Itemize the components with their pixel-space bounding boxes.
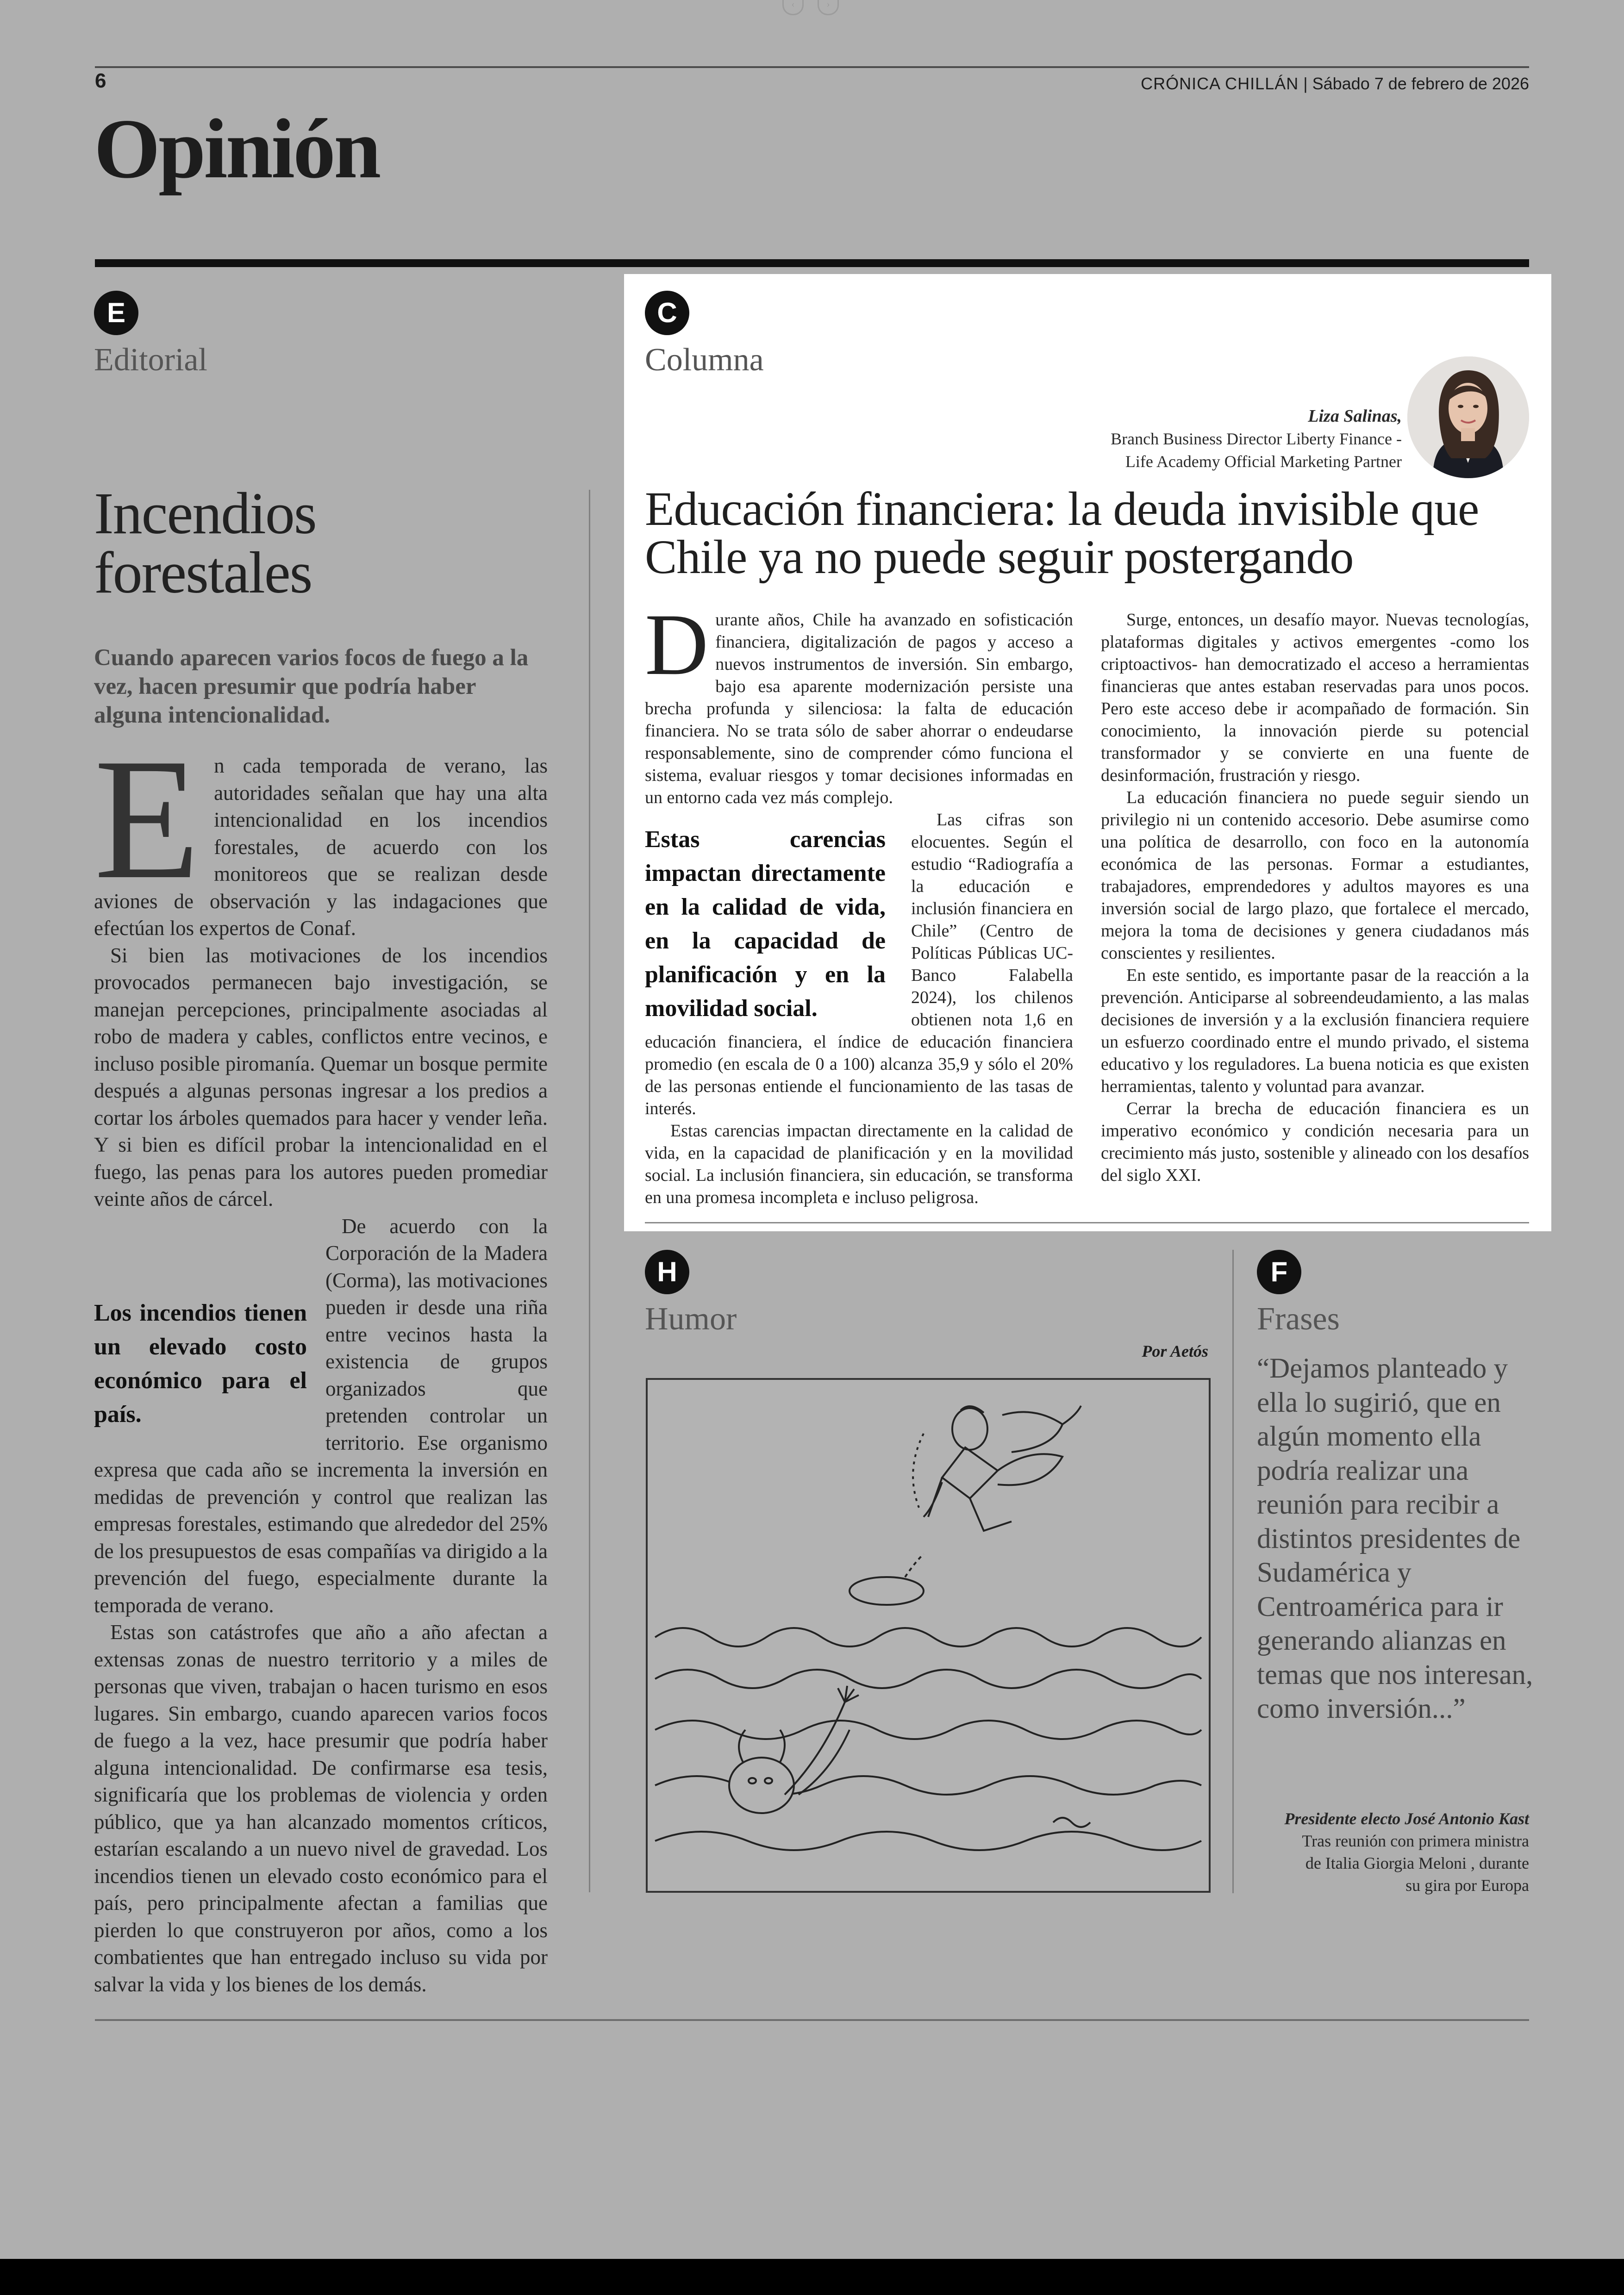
author-role: Life Academy Official Marketing Partner bbox=[1125, 452, 1402, 471]
quote-attribution bbox=[1284, 1808, 1529, 1896]
column-paragraph: En este sentido, es importante pasar de la reacción a la prevención. Anticiparse al sobreendeudamiento, a las malas decisiones de inversión y a la exclusión financiera requiere un esfuerzo coordinado entre el mundo privado, el sistema educativo y los reguladores. La buena noticia es que existen herramientas, talento y voluntad para avanzar. bbox=[1101, 966, 1529, 1096]
column-paragraph: Durante años, Chile ha avanzado en sofisticación financiera, digitalización de pagos y acceso a nuevos instrumentos de inversión. Sin embargo, bajo esa aparente modernización persiste una brecha profunda y silenciosa: la falta de educación financiera. No se trata sólo de saber ahorrar o endeudarse responsablemente, sino de comprender cómo funciona el sistema, evaluar riesgos y tomar decisiones informadas en un entorno cada vez más complejo. bbox=[645, 596, 1073, 807]
editorial-dropcap: E bbox=[94, 723, 200, 915]
author-name: Liza Salinas, bbox=[1308, 406, 1402, 426]
page-number: 6 bbox=[95, 69, 106, 92]
editorial-badge: E bbox=[94, 291, 138, 335]
column-paragraph: Surge, entonces, un desafío mayor. Nuevas tecnologías, plataformas digitales y activos emergentes -como los criptoactivos- han democratizado el acceso a herramientas financieras que antes estaban reservadas para unos pocos. Pero este acceso debe ir acompañado de formación. Sin conocimiento, la innovación pierde su potencial transformador y se convierte en una fuente de desinformación, frustración y riesgo. bbox=[1101, 610, 1529, 785]
column-paragraph: La educación financiera no puede seguir siendo un privilegio ni un contenido accesorio. Debe asumirse como una política de desarrollo, con foco en la autonomía económica de las personas. Formar a estudiantes, trabajadores, emprendedores y adultos mayores es una inversión social de largo plazo, que fortalece el mercado, mejora la toma de decisiones y genera ciudadanos más conscientes y resilientes. bbox=[1101, 788, 1529, 963]
frases-label: Frases bbox=[1257, 1301, 1340, 1337]
column-bottom-rule bbox=[645, 1222, 1529, 1223]
column-paragraph: Las cifras son elocuentes. Según el estudio “Radiografía a la educación e inclusión financiera en Chile” (Centro de Políticas Públicas UC-Banco Falabella 2024), los chilenos obtienen nota 1,6 en educación financiera, el índice de educación financiera promedio (en escala de 0 a 100) alcanza 35,9 y sólo el 20% de las personas entiende el funcionamiento de las tasas de interés. bbox=[645, 810, 1073, 1118]
prev-page-icon[interactable]: ‹ bbox=[782, 0, 804, 15]
author-portrait-icon bbox=[1407, 356, 1529, 478]
editorial-pullquote: Los incendios tienen un elevado costo económico para el país. bbox=[94, 1299, 307, 1428]
quote-speaker: Presidente electo José Antonio Kast bbox=[1284, 1809, 1529, 1828]
column-body-left bbox=[645, 596, 1073, 1209]
frases-badge: F bbox=[1257, 1250, 1301, 1294]
column-title: Educación financiera: la deuda invisible que Chile ya no puede seguir postergando bbox=[645, 482, 1479, 584]
editorial-paragraph: En cada temporada de verano, las autoridades señalan que hay una alta intencionalidad en los incendios forestales, de acuerdo con los monitoreos que se realizan desde aviones de observación y las indagaciones que efectúan los expertos de Conaf. bbox=[94, 723, 548, 940]
next-page-icon[interactable]: › bbox=[818, 0, 839, 15]
header-rule bbox=[95, 66, 1529, 68]
column-dropcap: D bbox=[645, 596, 709, 693]
editorial-paragraph: Si bien las motivaciones de los incendios provocados permanecen bajo investigación, se manejan percepciones, principalmente asociadas al robo de madera y cables, conflictos entre vecinos, e incluso posible piromanía. Quemar un bosque permite después a algunas personas ingresar a los predios a cortar los árboles quemados para hacer y vender leña. Y si bien es difícil probar la intencionalidad en el fuego, las penas para los autores pueden promediar veinte años de cárcel. bbox=[94, 943, 548, 1210]
humor-badge: H bbox=[645, 1250, 689, 1294]
author-photo bbox=[1407, 356, 1529, 478]
column-divider bbox=[589, 490, 590, 1892]
viewer-nav bbox=[782, 0, 843, 19]
editorial-title bbox=[94, 480, 575, 605]
page-bottom-rule bbox=[95, 2019, 1529, 2021]
cartoon bbox=[646, 1378, 1211, 1893]
column-badge: C bbox=[645, 291, 689, 335]
section-title: Opinión bbox=[94, 101, 380, 196]
paper-name: CRÓNICA CHILLÁN bbox=[1141, 74, 1299, 93]
humor-label: Humor bbox=[645, 1301, 737, 1337]
viewer-footer-bar bbox=[0, 2259, 1624, 2295]
cartoon-byline: Por Aetós bbox=[1142, 1342, 1208, 1360]
masthead bbox=[1141, 74, 1529, 94]
author-role: Branch Business Director Liberty Finance - bbox=[1111, 430, 1402, 448]
editorial-label: Editorial bbox=[94, 342, 207, 378]
column-label: Columna bbox=[645, 342, 764, 378]
issue-date: Sábado 7 de febrero de 2026 bbox=[1312, 74, 1529, 93]
editorial-paragraph: Estas son catástrofes que año a año afectan a extensas zonas de nuestro territorio y a miles de personas que viven, trabajan o hacen turismo en esos lugares. Sin embargo, cuando aparecen varios focos de fuego a la vez, hace presumir que podría haber alguna intencionalidad. De confirmarse esa tesis, significaría que los problemas de violencia y orden público, que ya han alcanzado momentos críticos, estarían escalando a un nuevo nivel de gravedad. Los incendios tienen un elevado costo económico para el país, pero principalmente afectan a familias que pierden lo que construyeron por años, como a los combatientes que han entregado incluso su vida por salvar la vida y los bienes de los demás. bbox=[94, 1621, 548, 1996]
cartoon-drawing-icon bbox=[646, 1378, 1211, 1893]
quote-context: su gira por Europa bbox=[1405, 1876, 1529, 1895]
column-body-right bbox=[1101, 609, 1529, 1186]
column-pullquote: Estas carencias impactan directamente en la calidad de vida, en la capacidad de planificación y en la movilidad social. bbox=[645, 826, 886, 1022]
author-credit bbox=[1111, 405, 1402, 473]
quote-context: Tras reunión con primera ministra bbox=[1302, 1832, 1529, 1850]
editorial-lead: Cuando aparecen varios focos de fuego a la vez, hacen presumir que podría haber alguna intencionalidad. bbox=[94, 645, 529, 728]
humor-frases-divider bbox=[1232, 1250, 1234, 1893]
editorial-title-line1: Incendios bbox=[94, 480, 316, 546]
frases-quote: “Dejamos planteado y ella lo sugirió, que en algún momento ella podría realizar una reunión para recibir a distintos presidentes de Sudamérica y Centroamérica para ir generando alianzas en temas que nos interesan, como inversión...” bbox=[1257, 1353, 1533, 1724]
editorial-body bbox=[94, 723, 548, 1998]
column-paragraph: Cerrar la brecha de educación financiera es un imperativo económico y condición necesaria para un crecimiento más justo, sostenible y alineado con los desafíos del siglo XXI. bbox=[1101, 1099, 1529, 1185]
quote-context: de Italia Giorgia Meloni , durante bbox=[1305, 1854, 1529, 1872]
section-divider bbox=[95, 259, 1529, 267]
masthead-separator: | bbox=[1303, 74, 1312, 93]
column-paragraph: Estas carencias impactan directamente en la calidad de vida, en la capacidad de planificación y en la movilidad social. La inclusión financiera, sin educación, se transforma en una promesa incompleta e incluso peligrosa. bbox=[645, 1121, 1073, 1207]
editorial-paragraph: De acuerdo con la Corporación de la Madera (Corma), las motivaciones pueden ir desde una riña entre vecinos hasta la existencia de grupos organizados que pretenden controlar un territorio. Ese organismo expresa que cada año se incrementa la inversión en medidas de prevención y control que realizan las empresas forestales, estimando que alrededor del 25% de los presupuestos de esas compañías va dirigido a la prevención del fuego, especialmente durante la temporada de verano. bbox=[94, 1214, 548, 1617]
editorial-title-line2: forestales bbox=[94, 540, 312, 605]
